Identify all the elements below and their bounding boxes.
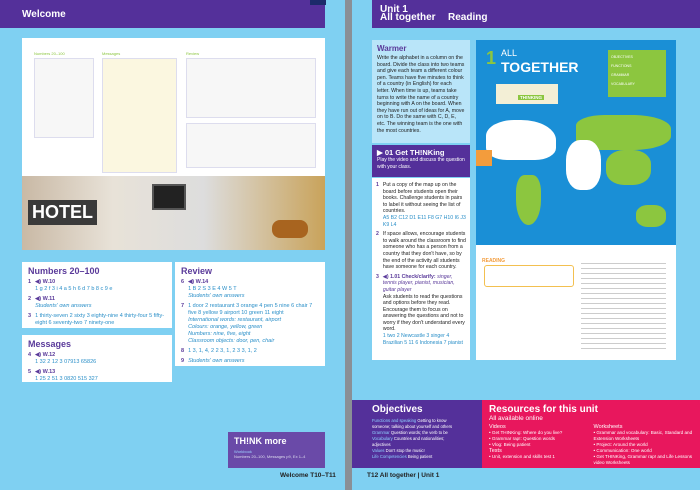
step-number: 2 xyxy=(376,231,379,238)
objective-value: Countries and nationalities; adjectives xyxy=(372,436,445,447)
resources-title: Resources for this unit xyxy=(489,404,598,415)
resource-item: • Get THINKing, Grammar rap! and Life Lessons video Worksheets xyxy=(594,454,693,466)
step-number: 3 xyxy=(376,273,379,280)
answer: 1 B 2 S 3 E 4 W 5 T xyxy=(188,286,237,292)
objective-row xyxy=(372,436,462,448)
objectives-label: OBJECTIVES xyxy=(611,55,633,59)
audio-icon[interactable]: ◀) xyxy=(35,352,43,358)
resource-item: • Vlog: Being patient xyxy=(489,442,584,448)
reading-panel xyxy=(476,245,676,360)
answer-line: Classroom objects: door, pen, chair xyxy=(188,338,275,344)
audio-track: W.12 xyxy=(42,352,56,358)
audio-icon[interactable]: ◀) xyxy=(35,369,43,375)
resources-box xyxy=(482,400,700,468)
audio-icon[interactable]: ◀) xyxy=(35,279,43,285)
unit-number: 1 xyxy=(486,48,497,68)
objective-row xyxy=(372,454,462,460)
warmer-box xyxy=(372,40,470,143)
objective-item: FUNCTIONS xyxy=(611,64,632,68)
answer-note: Students' own answers xyxy=(188,293,245,299)
get-thinking-box xyxy=(372,145,470,177)
worksheets-title: Worksheets xyxy=(593,424,623,430)
student-book-scan xyxy=(22,38,325,250)
objective-value: Don't stop the music! xyxy=(385,448,425,453)
resource-item: • Grammar and vocabulary: Basic, Standard and Extension Worksheets xyxy=(594,430,693,442)
step-answer: 1 two 2 Newcastle 3 singer 4 Brazilian 5 11 6 Indonesia 7 pianist xyxy=(382,333,463,346)
objective-row xyxy=(372,418,462,430)
think-more-box xyxy=(228,432,325,468)
objectives-title: Objectives xyxy=(372,404,423,415)
item-number: 1 xyxy=(28,279,32,285)
student-book-map-page xyxy=(476,40,676,360)
answer: 1 32 2 12 3 07913 65826 xyxy=(35,359,97,365)
messages-title: Messages xyxy=(28,339,72,349)
objective-key: Life Competencies xyxy=(372,454,407,459)
scan-section-title: Numbers 20–100 xyxy=(34,51,65,56)
messages-answers xyxy=(22,335,172,382)
unit-title-together: TOGETHER xyxy=(501,59,579,75)
scan-section-title: Review xyxy=(186,51,200,56)
thinking-panel xyxy=(496,84,558,104)
numbers-title: Numbers 20–100 xyxy=(28,266,100,276)
get-thinking-title[interactable]: ▶ 01 Get TH!NKing xyxy=(377,148,445,157)
answer-line: Numbers: nine, five, eight xyxy=(188,331,251,337)
teaching-steps xyxy=(372,178,470,360)
unit-title-all: ALL xyxy=(501,48,518,58)
objective-value: Question words; the verb to be xyxy=(390,430,448,435)
scan-photo xyxy=(22,176,325,250)
resource-item: • Get THINKing: Where do you live? xyxy=(489,430,584,436)
item-number: 5 xyxy=(28,369,32,375)
answer-line: International words: restaurant, airport xyxy=(188,317,281,323)
item-number: 4 xyxy=(28,352,32,358)
objective-key: Grammar xyxy=(372,430,390,435)
item-number: 9 xyxy=(181,358,185,364)
objective-key: Functions and speaking xyxy=(372,418,417,423)
resources-subtitle: All available online xyxy=(489,415,543,422)
resource-item: • Project: Around the world xyxy=(594,442,693,448)
step-answer: A5 B2 C12 D1 E11 F8 G7 H10 I6 J3 K9 L4 xyxy=(382,214,466,228)
unit-title: All together xyxy=(380,12,436,23)
review-answers xyxy=(175,262,325,366)
thinking-label: TH!NKING xyxy=(520,95,542,100)
objective-key: Vocabulary xyxy=(372,436,393,441)
numbers-answers xyxy=(22,262,172,328)
think-more-label: Workbook xyxy=(234,449,252,454)
objective-item: GRAMMAR xyxy=(611,73,630,77)
header-decoration xyxy=(310,0,326,5)
answer: 1 g 2 f 3 i 4 a 5 h 6 d 7 b 8 c 9 e xyxy=(35,286,113,292)
step-head: 1.01 Check/clarify: xyxy=(390,273,436,280)
objective-key: Values xyxy=(372,448,385,453)
audio-track: W.11 xyxy=(42,296,55,302)
think-more-text: Numbers 20–100, Messages p9, Ex 1–4 xyxy=(234,454,306,459)
resource-item: • Communication: One world xyxy=(594,448,693,454)
item-number: 7 xyxy=(181,303,185,309)
hotel-sign: HOTEL xyxy=(28,200,97,225)
resource-item: • Grammar rap!: Question words xyxy=(489,436,584,442)
resource-item: • Unit, extension and skills test 1 xyxy=(489,454,584,460)
audio-icon[interactable]: ◀) xyxy=(35,296,43,302)
section-label: Reading xyxy=(448,12,488,23)
item-number: 2 xyxy=(28,296,32,302)
right-header xyxy=(372,0,700,28)
item-number: 6 xyxy=(181,279,185,285)
unit-label: Unit 1 xyxy=(380,4,408,15)
left-header xyxy=(0,0,325,28)
item-number: 8 xyxy=(181,348,185,354)
warmer-text: Write the alphabet in a column on the board. Divide the class into two teams and give each team a different colour pen. Teams have five minutes to think of a country (in English) for each letter. When time is up, teams take turns to write the name of a country beginning with A on the board. When they have run out of ideas for A, move on to B. Do the same with C, D, E, etc. The winning team is the one with the most countries. xyxy=(377,55,465,134)
objectives-panel xyxy=(608,50,666,97)
objectives-box xyxy=(352,400,482,468)
review-title: Review xyxy=(181,266,213,276)
step-head-words: singer, tennis player, pianist, musician, guitar player xyxy=(382,273,455,293)
answer: Students' own answers xyxy=(35,303,92,309)
audio-track: W.10 xyxy=(42,279,56,285)
answer: 1 3, 1, 4, 2 2 3, 1, 2 3 3, 1, 2 xyxy=(188,348,257,354)
answer: 1 25 2 51 3 0820 515 327 xyxy=(35,376,98,382)
answer: 1 thirty-seven 2 sixty 3 eighty-nine 4 thirty-four 5 fifty-eight 6 seventy-two 7 ninety-one xyxy=(35,313,165,326)
warmer-title: Warmer xyxy=(377,44,407,53)
think-more-title: TH!NK more xyxy=(234,436,287,446)
tests-title: Tests xyxy=(489,448,502,454)
item-number: 3 xyxy=(28,313,32,319)
objective-value: Getting to know someone; talking about yourself and others xyxy=(372,418,453,429)
reading-label: READING xyxy=(482,258,506,264)
step-number: 1 xyxy=(376,182,379,188)
left-footer: Welcome T10–T11 xyxy=(280,472,336,479)
answer: Students' own answers xyxy=(188,358,245,364)
objective-item: VOCABULARY xyxy=(611,82,635,86)
audio-track: W.14 xyxy=(195,279,209,285)
page-gutter xyxy=(345,0,352,490)
audio-icon[interactable]: ◀) xyxy=(188,279,196,285)
world-map xyxy=(476,110,676,240)
audio-icon[interactable]: ◀) xyxy=(382,273,391,280)
videos-title: Videos xyxy=(489,424,506,430)
objective-value: Being patient xyxy=(407,454,433,459)
right-footer: T12 All together | Unit 1 xyxy=(367,472,440,479)
step-text: Ask students to read the questions and options before they read. Encourage them to focus on answering the questions and not to worry if they don't understand every word. xyxy=(382,293,465,333)
step-text: Put a copy of the map up on the board before students open their books. Challenge students in pairs to label it without seeing the list of countries. xyxy=(382,182,463,215)
answer-line: Colours: orange, yellow, green xyxy=(188,324,263,330)
answer: 1 door 2 restaurant 3 orange 4 pen 5 nine 6 chair 7 five 8 yellow 9 airport 10 green 11 eight xyxy=(188,303,313,316)
step-text: If space allows, encourage students to walk around the classroom to find someone who has a person from a country that they don't have, so by the end of the activity all students have someone for each country. xyxy=(382,231,466,271)
get-thinking-text: Play the video and discuss the question with your class. xyxy=(377,157,465,170)
audio-track: W.13 xyxy=(42,369,56,375)
scan-section-title: Messages xyxy=(102,51,121,56)
left-header-title: Welcome xyxy=(22,9,66,20)
